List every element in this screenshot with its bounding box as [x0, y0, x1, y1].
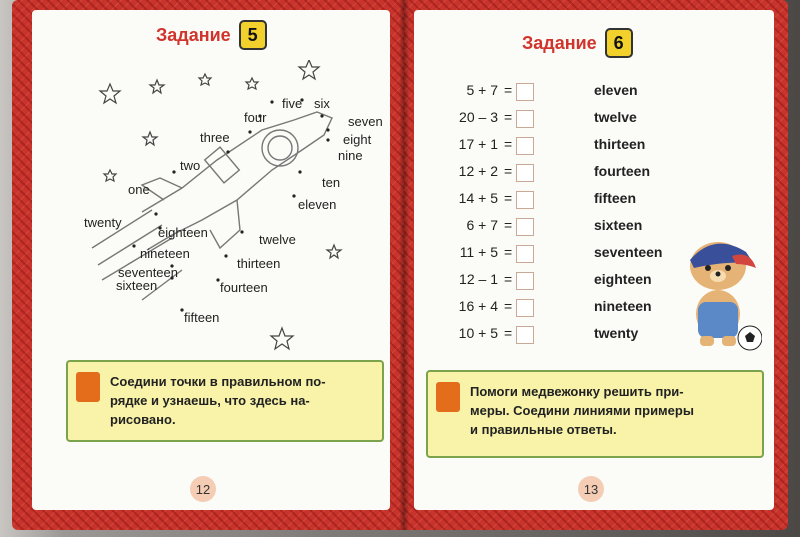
equation-expression: 11 + 5 — [459, 244, 498, 260]
dot-label: sixteen — [116, 278, 158, 293]
task-title: Задание — [522, 32, 597, 53]
dot-label: thirteen — [237, 256, 281, 271]
dot-label: ten — [322, 175, 341, 190]
equation-row — [428, 244, 548, 266]
dot-label: eleven — [298, 197, 337, 212]
equals-sign: = — [504, 325, 513, 341]
dot-label: fifteen — [184, 310, 220, 325]
right-page-sheet — [414, 10, 774, 510]
answer-box[interactable] — [516, 164, 534, 182]
answer-word: seventeen — [594, 244, 663, 260]
equals-sign: = — [504, 163, 513, 179]
task-6-header — [522, 28, 633, 58]
answer-box[interactable] — [516, 272, 534, 290]
equation-row — [428, 325, 548, 347]
left-page — [12, 0, 404, 530]
answer-box[interactable] — [516, 326, 534, 344]
dot-label: eight — [343, 132, 372, 147]
connect-the-dots-drawing — [32, 60, 390, 360]
dot-label: seven — [348, 114, 383, 129]
answer-word: eleven — [594, 82, 638, 98]
equation-row — [428, 271, 548, 293]
star-icon — [246, 78, 258, 89]
equals-sign: = — [504, 298, 513, 314]
equals-sign: = — [504, 217, 513, 233]
right-page — [404, 0, 788, 530]
answer-word: fifteen — [594, 190, 636, 206]
equals-sign: = — [504, 109, 513, 125]
equation-row — [428, 163, 548, 185]
equation-expression: 6 + 7 — [466, 217, 498, 233]
task-5-header — [156, 20, 267, 50]
page-number: 13 — [578, 476, 604, 502]
pencil-icon — [76, 372, 100, 402]
answer-word: sixteen — [594, 217, 643, 233]
page-number: 12 — [190, 476, 216, 502]
pencil-icon — [436, 382, 460, 412]
answer-box[interactable] — [516, 191, 534, 209]
star-icon — [271, 328, 293, 349]
dot-label: six — [314, 96, 330, 111]
equation-expression: 14 + 5 — [458, 190, 498, 206]
book-spine — [399, 0, 409, 530]
dot-label: seventeen — [118, 265, 178, 280]
dot-label: fourteen — [220, 280, 268, 295]
equation-expression: 17 + 1 — [458, 136, 498, 152]
star-icon — [150, 80, 164, 93]
answer-word: fourteen — [594, 163, 650, 179]
answer-box[interactable] — [516, 137, 534, 155]
answer-box[interactable] — [516, 218, 534, 236]
equals-sign: = — [504, 136, 513, 152]
answer-box[interactable] — [516, 83, 534, 101]
equals-sign: = — [504, 190, 513, 206]
instruction-text — [110, 372, 372, 429]
answer-word: nineteen — [594, 298, 652, 314]
equation-row — [428, 217, 548, 239]
dot-label: one — [128, 182, 150, 197]
star-icon — [199, 74, 211, 85]
dot-label: nineteen — [140, 246, 190, 261]
answer-word: twenty — [594, 325, 639, 341]
equation-row — [428, 109, 548, 131]
instruction-text — [470, 382, 752, 439]
star-icon — [104, 170, 116, 181]
equation-expression: 12 – 1 — [459, 271, 498, 287]
equation-expression: 5 + 7 — [466, 82, 498, 98]
dot-label: twelve — [259, 232, 296, 247]
equation-expression: 20 – 3 — [459, 109, 498, 125]
dot-label: eighteen — [158, 225, 208, 240]
equation-expression: 12 + 2 — [458, 163, 498, 179]
instruction-line: и правильные ответы. — [470, 422, 617, 437]
star-icon — [143, 132, 157, 145]
instruction-box — [66, 360, 384, 442]
equation-row — [428, 136, 548, 158]
instruction-line: Помоги медвежонку решить при- — [470, 384, 684, 399]
instruction-line: меры. Соедини линиями примеры — [470, 403, 694, 418]
dot-label: four — [244, 110, 267, 125]
equals-sign: = — [504, 271, 513, 287]
equation-row — [428, 82, 548, 104]
dot-label: nine — [338, 148, 363, 163]
task-title: Задание — [156, 24, 231, 45]
star-icon — [100, 84, 120, 103]
answer-box[interactable] — [516, 245, 534, 263]
dot-label: twenty — [84, 215, 122, 230]
answer-box[interactable] — [516, 110, 534, 128]
instruction-line: рядке и узнаешь, что здесь на- — [110, 393, 310, 408]
task-number-badge: 5 — [239, 20, 267, 50]
equals-sign: = — [504, 244, 513, 260]
dot-label: three — [200, 130, 230, 145]
instruction-box — [426, 370, 764, 458]
task-number-badge: 6 — [605, 28, 633, 58]
left-page-sheet — [32, 10, 390, 510]
answer-box[interactable] — [516, 299, 534, 317]
equation-row — [428, 298, 548, 320]
instruction-line: Соедини точки в правильном по- — [110, 374, 326, 389]
instruction-line: рисовано. — [110, 412, 176, 427]
equals-sign: = — [504, 82, 513, 98]
equation-expression: 16 + 4 — [458, 298, 498, 314]
dot-label: two — [180, 158, 201, 173]
open-workbook — [6, 0, 788, 530]
equation-row — [428, 190, 548, 212]
dot-label: five — [282, 96, 303, 111]
equation-expression: 10 + 5 — [458, 325, 498, 341]
answer-word: thirteen — [594, 136, 646, 152]
answer-word: eighteen — [594, 271, 652, 287]
answer-word: twelve — [594, 109, 637, 125]
star-icon — [299, 60, 319, 79]
star-icon — [327, 245, 341, 258]
bear-illustration — [680, 238, 762, 353]
